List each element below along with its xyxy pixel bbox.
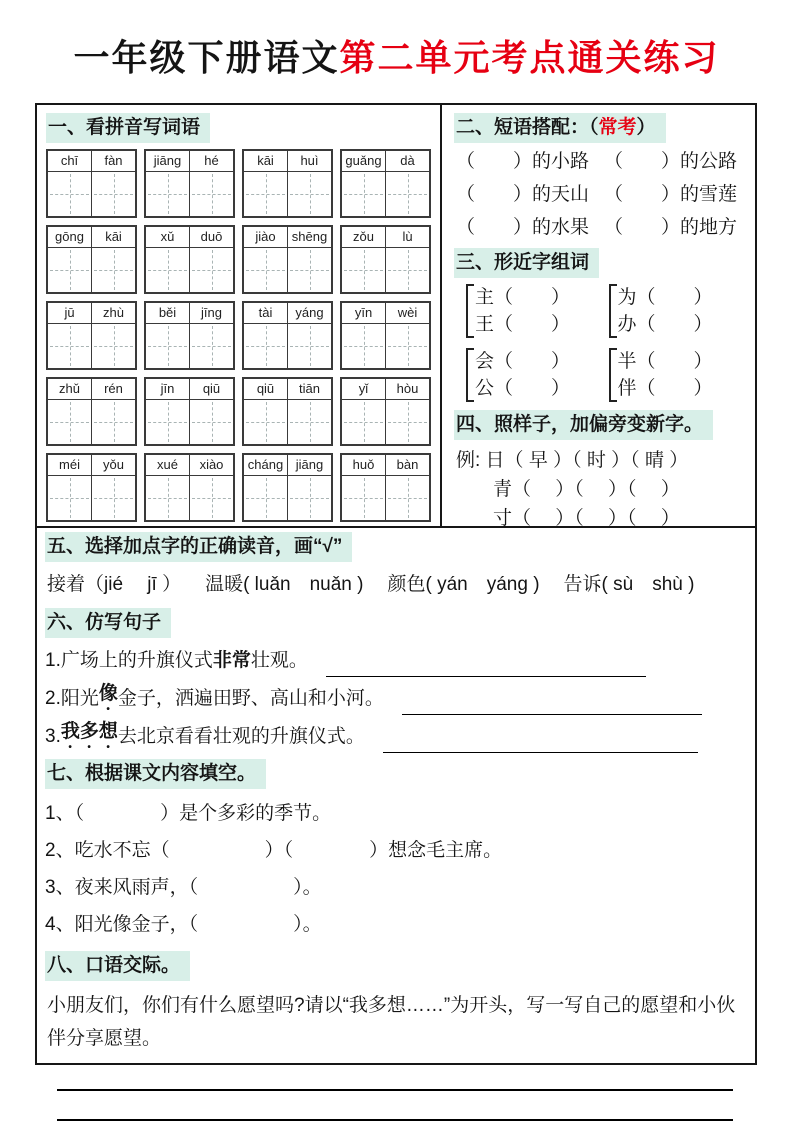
top-two-column-area — [37, 105, 755, 528]
writing-cells — [342, 324, 429, 368]
pinyin-row — [46, 377, 431, 446]
pinyin-syllable: kāi — [91, 227, 135, 247]
writing-cells — [146, 248, 233, 292]
pinyin-syllable: kāi — [257, 153, 274, 168]
writing-cell[interactable] — [287, 248, 331, 292]
pinyin-pair — [48, 227, 135, 248]
bracket-icon — [609, 348, 617, 402]
pinyin-syllable: tài — [258, 305, 273, 320]
pinyin-pair — [342, 303, 429, 324]
pinyin-pair — [342, 455, 429, 476]
section-5-heading: 五、选择加点字的正确读音，画“√” — [45, 532, 352, 562]
pinyin-syllable: tiān — [287, 379, 331, 399]
pinyin-syllable: jīng — [189, 303, 233, 323]
pinyin-syllable: guǎng — [345, 153, 382, 168]
pinyin-block — [46, 225, 137, 294]
pinyin-syllable: méi — [59, 457, 80, 472]
pronunciation-line — [45, 568, 745, 604]
pinyin-syllable: gōng — [55, 229, 84, 244]
pinyin-syllable: běi — [158, 305, 177, 320]
phrase-grid — [456, 149, 745, 240]
sentence-segment: 我多想 — [60, 721, 118, 742]
pinyin-block — [46, 377, 137, 446]
pinyin-row — [46, 301, 431, 370]
pinyin-row — [46, 149, 431, 218]
pinyin-syllable: yáng — [287, 303, 331, 323]
pinyin-block — [242, 301, 333, 370]
pinyin-pair — [244, 227, 331, 248]
pinyin-pair — [146, 303, 233, 324]
writing-cell[interactable] — [91, 248, 135, 292]
writing-cells — [48, 324, 135, 368]
writing-cell[interactable] — [287, 400, 331, 444]
pinyin-pair — [146, 227, 233, 248]
writing-cell[interactable] — [91, 476, 135, 520]
section-2-heading — [454, 113, 666, 143]
char-line: 王（ ） — [475, 314, 571, 335]
pinyin-block — [242, 225, 333, 294]
phrase-item: （ ）的小路 — [456, 151, 590, 172]
writing-cell[interactable] — [189, 476, 233, 520]
char-line: 伴（ ） — [617, 378, 713, 399]
oral-prompt-paragraph: 小朋友们，你们有什么愿望吗?请以“我多想……”为开头，写一写自己的愿望和小伙伴分享愿望。 — [47, 995, 736, 1049]
section-5-pronunciation — [37, 528, 755, 604]
fill-list — [45, 795, 745, 947]
answer-line[interactable] — [383, 727, 698, 753]
fill-item: 1、（ ）是个多彩的季节。 — [45, 803, 332, 824]
sentence-segment: 像 — [98, 683, 118, 704]
writing-cell[interactable] — [244, 172, 287, 216]
pinyin-block — [144, 149, 235, 218]
writing-cell[interactable] — [385, 248, 429, 292]
pinyin-block — [340, 149, 431, 218]
pinyin-syllable: lù — [385, 227, 429, 247]
page-title-red: 第二单元考点通关练习 — [339, 37, 720, 78]
writing-cells — [342, 248, 429, 292]
phrase-item: （ ）的地方 — [604, 217, 738, 238]
section-6-sentences — [37, 604, 755, 755]
writing-cell[interactable] — [342, 172, 385, 216]
pinyin-block — [46, 453, 137, 522]
compare-grid — [466, 284, 745, 402]
char-line: 办（ ） — [617, 314, 713, 335]
worksheet-frame — [35, 103, 757, 1065]
page-title — [0, 0, 793, 81]
paren-open: （ — [589, 117, 599, 138]
pinyin-block — [242, 149, 333, 218]
phrase-item: （ ）的公路 — [604, 151, 738, 172]
pinyin-syllable: jiào — [255, 229, 276, 244]
bottom-lines — [45, 1071, 745, 1121]
sentence-item — [45, 677, 745, 715]
writing-cell[interactable] — [48, 324, 91, 368]
sentence-segment: 非常 — [212, 650, 251, 671]
writing-cell[interactable] — [48, 476, 91, 520]
writing-cells — [342, 400, 429, 444]
writing-cell[interactable] — [91, 400, 135, 444]
sentence-segment: 1.广场上的升旗仪式 — [45, 650, 213, 671]
pronunciation-item: 颜色( yán yáng ) — [387, 574, 540, 595]
sentence-list — [45, 644, 745, 755]
char-lines — [475, 284, 570, 338]
writing-cells — [342, 172, 429, 216]
pinyin-syllable: xiào — [189, 455, 233, 475]
writing-cells — [244, 476, 331, 520]
pinyin-block — [340, 377, 431, 446]
pinyin-syllable: huì — [287, 151, 331, 171]
pinyin-block — [340, 225, 431, 294]
paren-close: ） — [636, 117, 656, 138]
answer-line[interactable] — [326, 651, 646, 677]
pinyin-syllable: dà — [385, 151, 429, 171]
pinyin-syllable: zhǔ — [59, 381, 80, 396]
sentence-segment: 壮观。 — [250, 650, 308, 671]
writing-cell[interactable] — [244, 400, 287, 444]
pinyin-syllable: hé — [189, 151, 233, 171]
section-6-heading: 六、仿写句子 — [45, 608, 171, 638]
writing-cell[interactable] — [342, 324, 385, 368]
pinyin-syllable: jū — [64, 305, 75, 320]
section-4-heading: 四、照样子，加偏旁变新字。 — [454, 410, 713, 440]
writing-cell[interactable] — [342, 400, 385, 444]
writing-cell[interactable] — [244, 476, 287, 520]
pinyin-syllable: chī — [60, 153, 79, 168]
char-line: 主（ ） — [475, 287, 571, 308]
phrase-item: （ ）的天山 — [456, 184, 590, 205]
sentence-segment: 去北京看看壮观的升旗仪式。 — [117, 726, 365, 747]
writing-cell[interactable] — [91, 324, 135, 368]
writing-cell[interactable] — [385, 400, 429, 444]
char-line: 半（ ） — [617, 351, 713, 372]
writing-cell[interactable] — [189, 400, 233, 444]
section-7-heading: 七、根据课文内容填空。 — [45, 759, 266, 789]
pinyin-syllable: qiū — [256, 381, 275, 396]
pinyin-pair — [342, 227, 429, 248]
writing-cell[interactable] — [48, 172, 91, 216]
changkao-badge: 常考 — [598, 117, 637, 138]
pinyin-syllable: xǔ — [160, 229, 175, 244]
pinyin-syllable: jiāng — [153, 153, 182, 168]
pinyin-pair — [146, 455, 233, 476]
char-group — [609, 284, 746, 338]
pinyin-block — [144, 301, 235, 370]
writing-cell[interactable] — [189, 172, 233, 216]
pinyin-pair — [342, 379, 429, 400]
section-7-fill-in — [37, 755, 755, 947]
pinyin-block — [46, 149, 137, 218]
char-line: 公（ ） — [475, 378, 571, 399]
bracket-icon — [466, 284, 474, 338]
writing-cell[interactable] — [48, 400, 91, 444]
pinyin-syllable: fàn — [91, 151, 135, 171]
writing-cell[interactable] — [287, 476, 331, 520]
pinyin-pair — [244, 379, 331, 400]
writing-cell[interactable] — [385, 172, 429, 216]
writing-cells — [342, 476, 429, 520]
writing-cell[interactable] — [146, 248, 189, 292]
section-1-pinyin — [37, 105, 442, 526]
bracket-icon — [466, 348, 474, 402]
fill-item: 3、夜来风雨声，（ ）。 — [45, 877, 322, 898]
pinyin-syllable: cháng — [247, 457, 284, 472]
pinyin-syllable: yǒu — [91, 455, 135, 475]
sentence-segment: 金子，洒遍田野、高山和小河。 — [117, 688, 384, 709]
bracket-icon — [609, 284, 617, 338]
writing-cells — [244, 248, 331, 292]
answer-line[interactable] — [57, 1071, 733, 1091]
pinyin-syllable: duō — [189, 227, 233, 247]
writing-cell[interactable] — [342, 248, 385, 292]
pinyin-syllable: zhù — [91, 303, 135, 323]
char-group — [466, 284, 603, 338]
phrase-item: （ ）的水果 — [456, 217, 590, 238]
radical-row: 寸（ ）（ ）（ ） — [493, 508, 680, 526]
pinyin-pair — [146, 151, 233, 172]
writing-cell[interactable] — [48, 248, 91, 292]
writing-cell[interactable] — [146, 400, 189, 444]
writing-cells — [146, 324, 233, 368]
pinyin-block — [242, 377, 333, 446]
writing-cells — [244, 400, 331, 444]
pinyin-pair — [48, 379, 135, 400]
pinyin-block — [242, 453, 333, 522]
page-title-black: 一年级下册语文 — [73, 37, 340, 78]
writing-cell[interactable] — [244, 324, 287, 368]
writing-cell[interactable] — [146, 172, 189, 216]
section-1-heading: 一、看拼音写词语 — [46, 113, 210, 143]
pinyin-syllable: yīn — [354, 305, 373, 320]
writing-cell[interactable] — [287, 172, 331, 216]
pronunciation-item: 温暖( luǎn nuǎn ) — [205, 574, 364, 595]
pinyin-syllable: jiāng — [287, 455, 331, 475]
sentence-segment: 3. — [45, 726, 61, 747]
pinyin-syllable: rén — [91, 379, 135, 399]
char-lines — [618, 348, 713, 402]
pinyin-syllable: xué — [157, 457, 178, 472]
sentence-item — [45, 715, 745, 753]
pinyin-syllable: wèi — [385, 303, 429, 323]
writing-cells — [244, 324, 331, 368]
pinyin-pair — [146, 379, 233, 400]
pinyin-block — [340, 301, 431, 370]
radical-rows — [456, 446, 745, 526]
pinyin-block — [46, 301, 137, 370]
section-8-oral — [37, 947, 755, 1121]
writing-cells — [48, 248, 135, 292]
section-8-heading: 八、口语交际。 — [45, 951, 190, 981]
writing-cells — [146, 476, 233, 520]
writing-cells — [48, 400, 135, 444]
writing-cell[interactable] — [287, 324, 331, 368]
writing-cell[interactable] — [189, 324, 233, 368]
pronunciation-item: 接着（jié jī ） — [47, 574, 182, 595]
section-2-heading-text: 二、短语搭配： — [456, 117, 590, 138]
fill-item: 2、吃水不忘（ ）（ ）想念毛主席。 — [45, 840, 503, 861]
pinyin-pair — [244, 455, 331, 476]
answer-line[interactable] — [402, 689, 702, 715]
char-lines — [618, 284, 713, 338]
pinyin-block — [144, 453, 235, 522]
pinyin-syllable: zǒu — [353, 229, 374, 244]
writing-cells — [244, 172, 331, 216]
pinyin-syllable: huǒ — [352, 457, 375, 472]
sentence-item — [45, 644, 745, 677]
char-line: 为（ ） — [617, 287, 713, 308]
pinyin-block — [144, 377, 235, 446]
writing-cell[interactable] — [385, 476, 429, 520]
answer-line[interactable] — [57, 1091, 733, 1121]
writing-cells — [48, 476, 135, 520]
char-lines — [475, 348, 570, 402]
radical-row: 青（ ）（ ）（ ） — [493, 479, 680, 500]
pinyin-block — [340, 453, 431, 522]
section-3-heading: 三、形近字组词 — [454, 248, 599, 278]
pinyin-block — [144, 225, 235, 294]
writing-cell[interactable] — [342, 476, 385, 520]
phrase-item: （ ）的雪莲 — [604, 184, 738, 205]
writing-cell[interactable] — [146, 476, 189, 520]
pinyin-syllable: qiū — [189, 379, 233, 399]
pinyin-pair — [48, 151, 135, 172]
char-group — [466, 348, 603, 402]
writing-cell[interactable] — [189, 248, 233, 292]
writing-cells — [146, 400, 233, 444]
char-line: 会（ ） — [475, 351, 571, 372]
pinyin-pair — [48, 455, 135, 476]
pinyin-pair — [342, 151, 429, 172]
pinyin-syllable: shēng — [287, 227, 331, 247]
pinyin-pair — [48, 303, 135, 324]
writing-cells — [146, 172, 233, 216]
pinyin-row — [46, 453, 431, 522]
fill-item: 4、阳光像金子，（ ）。 — [45, 914, 322, 935]
sentence-segment: 2.阳光 — [45, 688, 99, 709]
pinyin-pair — [244, 303, 331, 324]
writing-cells — [48, 172, 135, 216]
writing-cell[interactable] — [385, 324, 429, 368]
right-column — [442, 105, 755, 526]
pinyin-pair — [244, 151, 331, 172]
pinyin-syllable: jīn — [160, 381, 175, 396]
pronunciation-item: 告诉( sù shù ) — [563, 574, 695, 595]
writing-cell[interactable] — [91, 172, 135, 216]
pinyin-syllable: hòu — [385, 379, 429, 399]
radical-row: 例: 日（ 早 ）（ 时 ）（ 晴 ） — [456, 450, 689, 471]
pinyin-syllable: bàn — [385, 455, 429, 475]
writing-cell[interactable] — [244, 248, 287, 292]
pinyin-syllable: yǐ — [358, 381, 369, 396]
pinyin-row — [46, 225, 431, 294]
writing-cell[interactable] — [146, 324, 189, 368]
pinyin-grid — [46, 149, 431, 522]
char-group — [609, 348, 746, 402]
